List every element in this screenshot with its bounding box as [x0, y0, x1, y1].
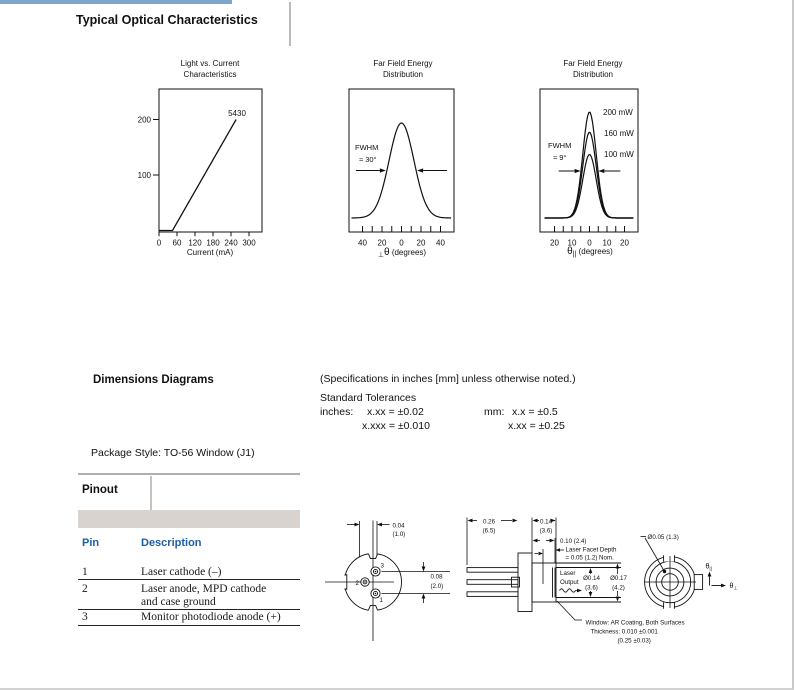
- curve-label-100mW: 100 mW: [604, 150, 634, 159]
- degrees-label: (degrees): [389, 248, 427, 257]
- dim-cap-dia-mm: (4.2): [612, 584, 625, 592]
- chart2-xaxis-label: [352, 247, 452, 260]
- dim-aperture-dia: Ø0.05 (1.3): [647, 533, 679, 541]
- theta-parallel-axis-label: [706, 564, 712, 573]
- mm-tol1: x.x = ±0.5: [512, 406, 558, 418]
- svg-text:40: 40: [436, 238, 445, 248]
- facet-depth-note-line2: = 0.05 (1.2) Nom.: [565, 554, 614, 562]
- perp-subscript: ⊥: [377, 252, 385, 259]
- mm-tol2: x.xx = ±0.25: [508, 420, 565, 432]
- section-title-optical: Typical Optical Characteristics: [76, 13, 258, 27]
- pin1-label: 1: [379, 597, 383, 604]
- chart3-xaxis-label: [540, 246, 640, 259]
- dim-pin-spacing-mm: (2.0): [430, 583, 444, 590]
- chart2-title-line2: Distribution: [382, 70, 423, 79]
- svg-text:60: 60: [172, 238, 182, 248]
- svg-text:10: 10: [567, 238, 577, 248]
- inches-tol2: x.xxx = ±0.010: [362, 420, 430, 432]
- pinout-row3-description: Monitor photodiode anode (+): [141, 611, 281, 623]
- svg-text:0: 0: [156, 238, 162, 248]
- chart2-fwhm-annotation-line2: ≈ 30°: [359, 155, 377, 164]
- chart2-fwhm-annotation-line1: FWHM: [355, 143, 379, 152]
- svg-text:200: 200: [137, 115, 151, 125]
- dim-window-depth: 0.10 (2.4): [560, 538, 587, 545]
- parallel-subscript: ||: [572, 251, 577, 258]
- svg-text:0: 0: [399, 238, 404, 248]
- svg-text:10: 10: [602, 238, 612, 248]
- pinout-top-rule: [78, 473, 300, 475]
- pinout-row1-pin: 1: [82, 566, 88, 578]
- dim-cap-dia-inch: Ø0.17: [610, 575, 627, 582]
- theta-parallel-symbol: θ: [705, 563, 710, 571]
- section-title-dimensions: Dimensions Diagrams: [93, 374, 214, 386]
- curve-label-200mW: 200 mW: [603, 108, 633, 117]
- chart1-title-line2: Characteristics: [183, 70, 237, 79]
- window-note-line3: (0.25 ±0.03): [617, 637, 651, 645]
- chart3-title-line2: Distribution: [572, 70, 613, 79]
- dim-pin-spacing-inch: 0.08: [430, 573, 443, 581]
- svg-text:180: 180: [206, 238, 220, 248]
- chart3-fwhm-annotation-line1: FWHM: [548, 141, 572, 150]
- svg-text:20: 20: [550, 238, 559, 248]
- curve-label-160mW: 160 mW: [604, 129, 634, 138]
- laser-output-label-line2: Output: [560, 579, 579, 586]
- inches-label: inches:: [320, 406, 354, 418]
- window-view-labels: [648, 534, 738, 592]
- pinout-rule-1: [78, 579, 300, 580]
- spec-note: (Specifications in inches [mm] unless otherwise noted.): [320, 373, 576, 385]
- dim-cap-length-mm: (3.6): [539, 527, 553, 535]
- pin3-label: 3: [380, 562, 384, 570]
- theta-perp-axis-label: [730, 583, 738, 592]
- window-note-line2: Thickness: 0.010 ±0.001: [590, 628, 658, 636]
- theta-parallel-sub: ||: [709, 567, 712, 572]
- mm-label: mm:: [484, 406, 505, 418]
- pinout-row1-description: Laser cathode (–): [141, 566, 222, 578]
- laser-output-label-line1: Laser: [560, 570, 576, 577]
- inches-tol1: x.xx = ±0.02: [367, 406, 424, 418]
- dim-bore-dia-mm: (3.6): [585, 584, 598, 592]
- chart-light-vs-current: [138, 89, 262, 248]
- pinout-rule-3: [78, 625, 300, 626]
- dim-cap-length-inch: 0.14: [539, 518, 553, 526]
- svg-text:0: 0: [587, 238, 592, 248]
- dim-lead-length-mm: (6.5): [482, 527, 496, 535]
- chart1-title-line1: Light vs. Current: [180, 59, 240, 68]
- package-style-label: Package Style: TO-56 Window (J1): [91, 447, 255, 459]
- chart-far-field-1: [349, 89, 454, 248]
- chart3-fwhm-annotation-line2: ≈ 9°: [553, 153, 567, 162]
- dim-pin-offset-mm: (1.0): [392, 531, 406, 538]
- svg-text:40: 40: [358, 238, 367, 248]
- facet-depth-note-line1: Laser Facet Depth: [565, 546, 617, 554]
- pinout-row2-description: Laser anode, MPD cathode: [141, 583, 267, 595]
- svg-text:5430: 5430: [228, 109, 246, 118]
- dim-bore-dia-inch: Ø0.14: [583, 575, 600, 582]
- svg-text:240: 240: [224, 238, 238, 248]
- theta-perp-symbol: θ: [729, 583, 734, 590]
- pinout-title: Pinout: [82, 484, 118, 496]
- package-front-view-drawing: [325, 521, 450, 642]
- theta-perp-sub: ⊥: [733, 586, 738, 592]
- window-note-line1: Window: AR Coating, Both Surfaces: [585, 619, 685, 627]
- svg-text:300: 300: [242, 238, 256, 248]
- pinout-rule-2: [78, 609, 300, 610]
- pinout-col-description: Description: [141, 537, 202, 549]
- svg-text:20: 20: [377, 238, 387, 248]
- package-window-view-drawing: [641, 537, 727, 613]
- svg-text:20: 20: [620, 238, 629, 248]
- chart2-title-line1: Far Field Energy: [373, 59, 433, 68]
- tolerances-heading: Standard Tolerances: [320, 392, 417, 404]
- pinout-header-band: [78, 510, 300, 528]
- dim-pin-offset-inch: 0.04: [392, 522, 405, 530]
- chart1-xaxis-label: Current (mA): [186, 248, 234, 257]
- pin2-label: 2: [355, 580, 359, 587]
- pinout-col-pin: Pin: [82, 537, 100, 549]
- svg-text:120: 120: [188, 238, 202, 248]
- pinout-row2-pin: 2: [82, 583, 88, 595]
- degrees-label: (degrees): [576, 247, 613, 256]
- svg-text:100: 100: [137, 170, 151, 180]
- chart3-title-line1: Far Field Energy: [563, 59, 623, 68]
- theta-symbol: θ: [384, 247, 390, 258]
- theta-symbol: θ: [567, 246, 573, 257]
- svg-text:20: 20: [416, 238, 426, 248]
- pinout-row3-pin: 3: [82, 611, 88, 623]
- dim-lead-length-inch: 0.26: [482, 518, 496, 526]
- pinout-row2-description-line2: and case ground: [141, 596, 216, 608]
